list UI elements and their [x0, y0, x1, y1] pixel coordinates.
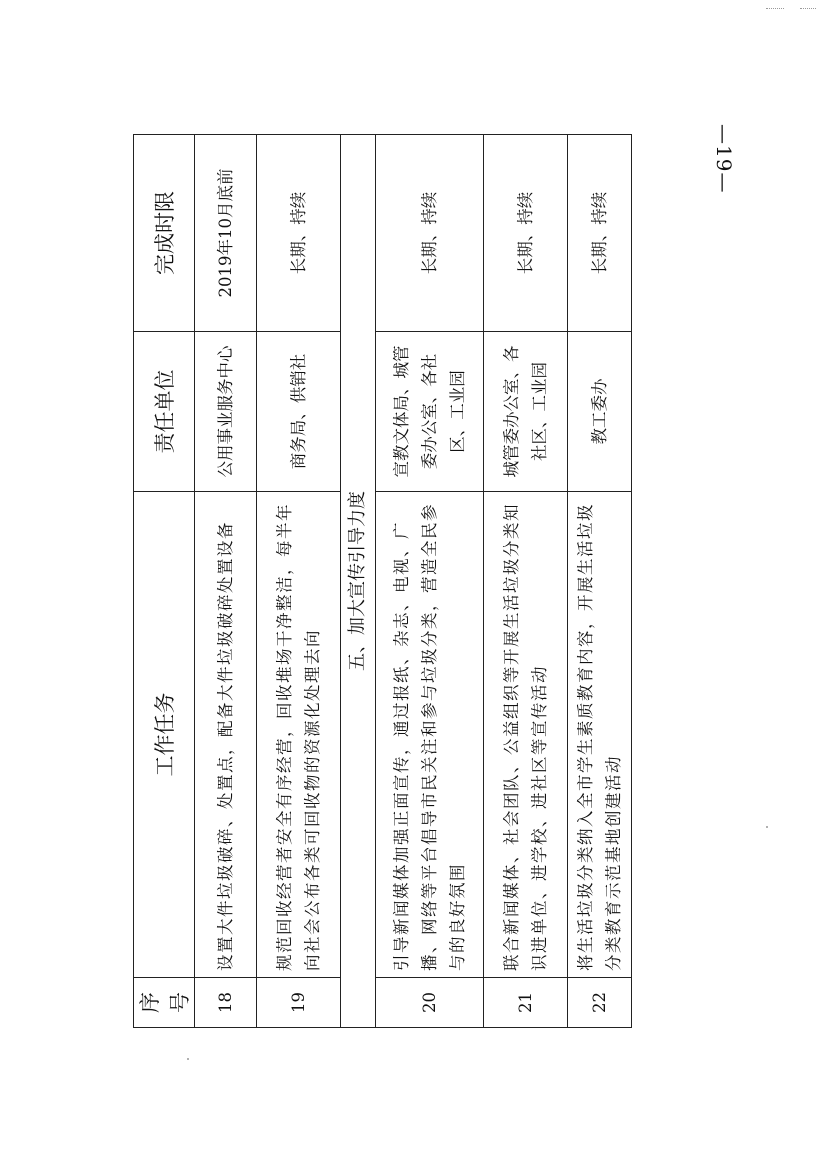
table-row [376, 135, 484, 1028]
row-unit: 商务局、供销社 [257, 332, 341, 492]
row-period: 长期、持续 [376, 135, 484, 332]
section-row [341, 135, 376, 1028]
row-period: 长期、持续 [257, 135, 341, 332]
row-no: 20 [376, 978, 484, 1028]
header-unit: 责任单位 [134, 332, 195, 492]
row-task: 规范回收经营者安全有序经营，回收堆场干净整洁，每半年向社会公布各类可回收物的资源化处理去向 [257, 492, 341, 978]
rotated-table [133, 135, 623, 1028]
header-period: 完成时限 [134, 135, 195, 332]
row-task: 设置大件垃圾破碎、处置点，配备大件垃圾破碎处置设备 [195, 492, 257, 978]
table-row [257, 135, 341, 1028]
row-no: 21 [484, 978, 568, 1028]
row-unit: 公用事业服务中心 [195, 332, 257, 492]
scan-mark [766, 8, 784, 9]
scan-speck [187, 1058, 189, 1060]
row-no: 19 [257, 978, 341, 1028]
row-period: 2019年10月底前 [195, 135, 257, 332]
header-task: 工作任务 [134, 492, 195, 978]
table-row [195, 135, 257, 1028]
row-unit: 教工委办 [568, 332, 632, 492]
table-header-row [134, 135, 195, 1028]
section-title: 五、加大宣传引导力度 [341, 135, 376, 1028]
rotated-table-frame [133, 135, 623, 1028]
work-task-table [133, 134, 632, 1028]
row-period: 长期、持续 [568, 135, 632, 332]
row-unit: 城管委办公室、各社区、工业园 [484, 332, 568, 492]
header-no: 序号 [134, 978, 195, 1028]
table-row [568, 135, 632, 1028]
row-period: 长期、持续 [484, 135, 568, 332]
scan-speck [766, 826, 768, 828]
row-unit: 宣教文体局、城管委办公室、各社区、工业园 [376, 332, 484, 492]
table-row [484, 135, 568, 1028]
row-no: 18 [195, 978, 257, 1028]
row-no: 22 [568, 978, 632, 1028]
row-task: 联合新闻媒体、社会团队、公益组织等开展生活垃圾分类知识进单位、进学校、进社区等宣传活动 [484, 492, 568, 978]
page-number: —19— [712, 124, 736, 194]
row-task: 引导新闻媒体加强正面宣传，通过报纸、杂志、电视、广播、网络等平台倡导市民关注和参与垃圾分类，营造全民参与的良好氛围 [376, 492, 484, 978]
scan-mark [800, 8, 816, 9]
row-task: 将生活垃圾分类纳入全市学生素质教育内容，开展生活垃圾分类教育示范基地创建活动 [568, 492, 632, 978]
